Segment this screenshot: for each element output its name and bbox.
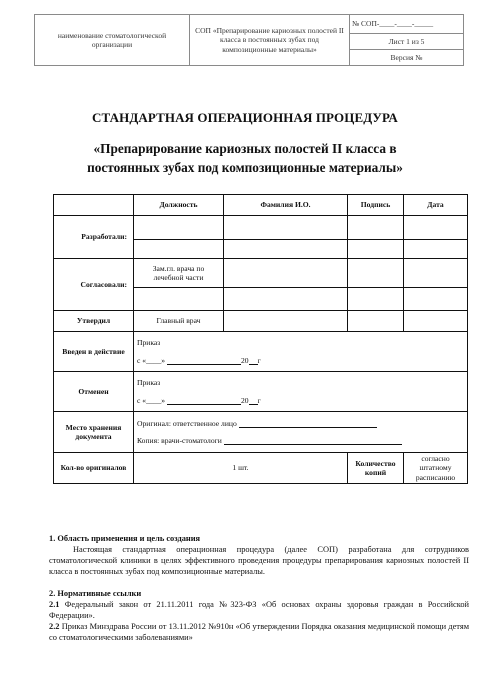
agreed-date-2 (404, 288, 468, 311)
developed-signature-2 (348, 240, 404, 259)
agreed-signature-1 (348, 259, 404, 288)
introduced-date-line: с «____» 20 г (137, 355, 261, 365)
version-number: Версия № (350, 50, 464, 66)
developed-date-2 (404, 240, 468, 259)
copies-count-value: согласно штатному расписанию (404, 453, 468, 484)
subtitle-line-2: постоянных зубах под композиционные материалы» (87, 160, 403, 175)
page-subtitle (0, 139, 490, 177)
agreed-signature-2 (348, 288, 404, 311)
developed-position-2 (134, 240, 224, 259)
developed-position-1 (134, 216, 224, 240)
section-1-heading: 1. Область применения и цель создания (49, 534, 201, 543)
developed-label: Разработали: (54, 216, 134, 259)
cancelled-label: Отменен (54, 372, 134, 412)
agreed-name-1 (224, 259, 348, 288)
developed-date-1 (404, 216, 468, 240)
header-empty-cell (54, 195, 134, 216)
cancelled-date-blank (167, 404, 241, 405)
cancelled-order-label: Приказ (137, 378, 161, 388)
header-name: Фамилия И.О. (224, 195, 348, 216)
cancelled-date-line: с «____» 20 г (137, 395, 261, 405)
document-body (49, 533, 469, 643)
section-2-item-1: 2.1 Федеральный закон от 21.11.2011 года №323-ФЗ «Об основах охраны здоровья граждан в Российской Федерации». (49, 600, 470, 620)
original-line: Оригинал: ответственное лицо (137, 419, 464, 428)
sheet-number: Лист 1 из 5 (350, 34, 464, 50)
introduced-order-label: Приказ (137, 338, 161, 348)
agreed-date-1 (404, 259, 468, 288)
subtitle-line-1: «Препарирование кариозных полостей II класса в (93, 141, 397, 156)
originals-count-value: 1 шт. (134, 453, 348, 484)
agreed-role: Зам.гл. врача по лечебной части (134, 259, 224, 288)
agreed-name-2 (224, 288, 348, 311)
developed-name-2 (224, 240, 348, 259)
introduced-order-cell (134, 332, 468, 372)
introduced-date-blank (167, 364, 241, 365)
approved-signature (348, 311, 404, 332)
approved-name (224, 311, 348, 332)
approval-table (53, 194, 468, 484)
copy-line: Копия: врачи-стоматологи (137, 436, 464, 445)
developed-name-1 (224, 216, 348, 240)
cancelled-order-cell (134, 372, 468, 412)
introduced-label: Введен в действие (54, 332, 134, 372)
agreed-label: Согласовали: (54, 259, 134, 311)
header-signature: Подпись (348, 195, 404, 216)
organization-name: наименование стоматологической организации (35, 15, 190, 66)
section-2-heading: 2. Нормативные ссылки (49, 589, 142, 598)
originals-count-label: Кол-во оригиналов (54, 453, 134, 484)
storage-label: Место хранения документа (54, 412, 134, 453)
agreed-position-2 (134, 288, 224, 311)
storage-cell (134, 412, 468, 453)
sop-title-cell: СОП «Препарирование кариозных полостей II класса в постоянных зубах под композиционные материалы» (190, 15, 350, 66)
copies-count-label: Количество копий (348, 453, 404, 484)
section-2-item-2: 2.2 Приказ Минздрава России от 13.11.2012 №910н «Об утверждении Порядка оказания медицинской помощи детям со стоматологическими заболеваниями» (49, 622, 469, 642)
page-title: СТАНДАРТНАЯ ОПЕРАЦИОННАЯ ПРОЦЕДУРА (92, 110, 398, 125)
approved-role: Главный врач (134, 311, 224, 332)
sop-number: № СОП-____-____-_____ (350, 15, 464, 34)
approved-date (404, 311, 468, 332)
header-position: Должность (134, 195, 224, 216)
document-header (34, 14, 464, 66)
approved-label: Утвердил (54, 311, 134, 332)
developed-signature-1 (348, 216, 404, 240)
header-date: Дата (404, 195, 468, 216)
section-1-text: Настоящая стандартная операционная процедура (далее СОП) разработана для сотрудников стоматологической клиники в целях эффективного проведения процедуры препарирования кариозных полостей II класса в постоянных зубах под композиционные материалы. (49, 545, 469, 576)
